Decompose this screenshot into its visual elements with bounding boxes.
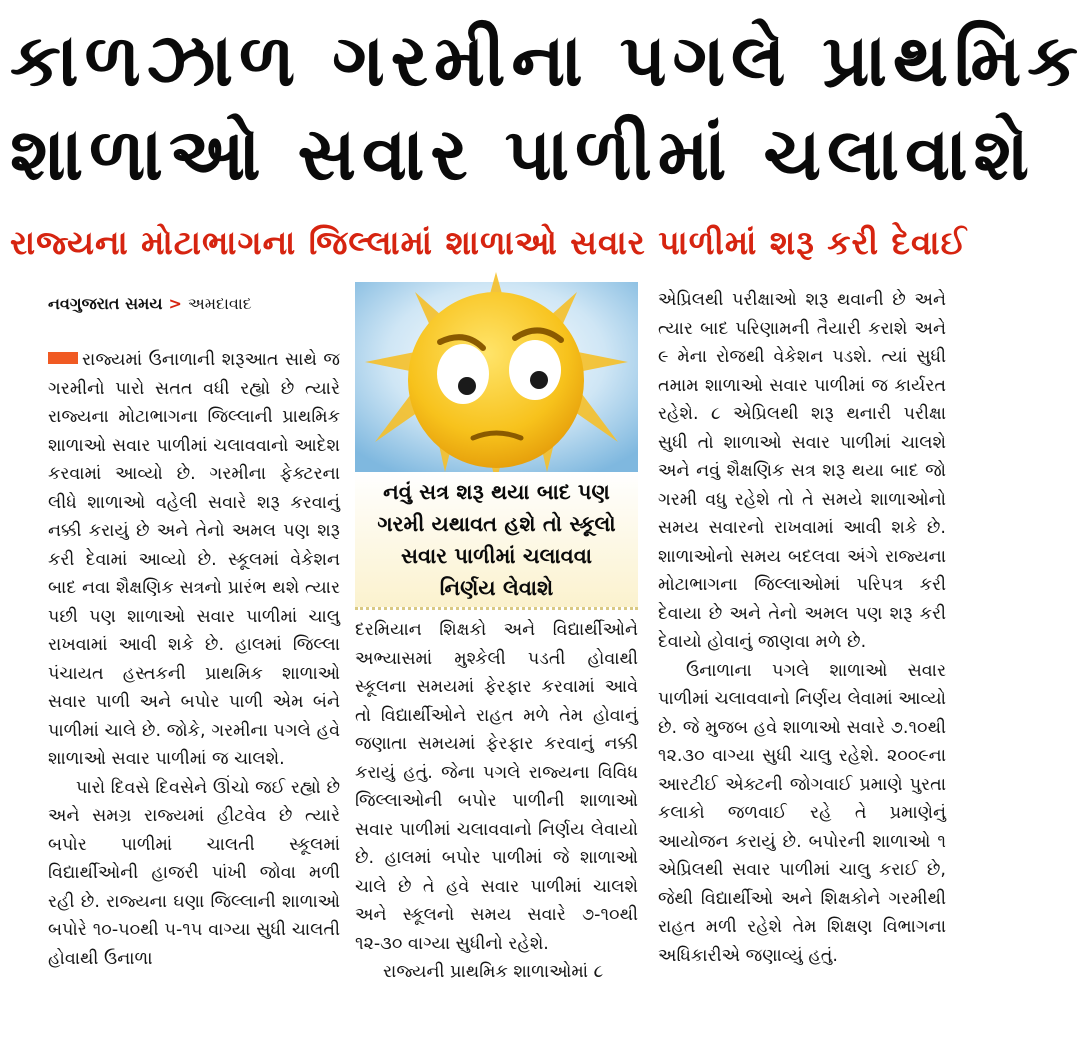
sun-illustration (355, 282, 638, 472)
byline-separator: > (168, 294, 182, 313)
article-paragraph: દરમિયાન શિક્ષકો અને વિદ્યાર્થીઓને અભ્યાસમાં મુશ્કેલી પડતી હોવાથી સ્કૂલના સમયમાં ફેરફાર કરવામાં આવે તો વિદ્યાર્થીઓને રાહત મળે તેમ હોવાનું જણાતા સમયમાં ફેરફાર કરવાનું નક્કી કરાયું હતું. જેના પગલે રાજ્યના વિવિધ જિલ્લાઓની બપોર પાળીની શાળાઓ સવાર પાળીમાં ચલાવવાનો નિર્ણય લેવાયો છે. હાલમાં બપોર પાળીમાં જે શાળાઓ ચાલે છે તે હવે સવાર પાળીમાં ચાલશે અને સ્કૂલનો સમય સવારે ૭-૧૦થી ૧૨-૩૦ વાગ્યા સુધીનો રહેશે. (355, 620, 638, 954)
byline-location: અમદાવાદ (187, 294, 252, 313)
headline-line-2: શાળાઓ સવાર પાળીમાં ચલાવાશે (10, 112, 1036, 196)
article-paragraph: રાજ્યની પ્રાથમિક શાળાઓમાં ૮ (383, 962, 604, 982)
pull-quote (355, 472, 638, 610)
angry-sun-icon (355, 282, 638, 472)
article-column-2 (355, 616, 638, 987)
byline (48, 292, 252, 316)
lead-marker-icon (48, 352, 78, 364)
article-paragraph (48, 346, 340, 774)
byline-source: નવગુજરાત સમય (48, 294, 163, 313)
article-column-3 (658, 286, 946, 970)
pull-quote-line: ગરમી યથાવત હશે તો સ્કૂલો (377, 512, 616, 536)
headline-line-1: કાળઝાળ ગરમીના પગલે પ્રાથમિક (10, 18, 1084, 102)
article-column-1 (48, 346, 340, 973)
paragraph-text: રાજ્યમાં ઉનાળાની શરૂઆત સાથે જ ગરમીનો પારો સતત વધી રહ્યો છે ત્યારે રાજ્યના મોટાભાગના જિલ્લાની પ્રાથમિક શાળાઓ સવાર પાળીમાં ચલાવવાનો આદેશ કરવામાં આવ્યો છે. ગરમીના ફેક્ટરના લીધે શાળાઓ વહેલી સવારે શરૂ કરવાનું નક્કી કરાયું છે અને તેનો અમલ પણ શરૂ કરી દેવામાં આવ્યો છે. સ્કૂલમાં વેકેશન બાદ નવા શૈક્ષણિક સત્રનો પ્રારંભ થશે ત્યાર પછી પણ શાળાઓ સવાર પાળીમાં ચાલુ રાખવામાં આવી શકે છે. હાલમાં જિલ્લા પંચાયત હસ્તકની પ્રાથમિક શાળાઓ સવાર પાળી અને બપોર પાળી એમ બંને પાળીમાં ચાલે છે. જોકે, ગરમીના પગલે હવે શાળાઓ સવાર પાળીમાં જ ચાલશે. (48, 350, 340, 769)
subheadline: રાજ્યના મોટાભાગના જિલ્લામાં શાળાઓ સવાર પાળીમાં શરૂ કરી દેવાઈ (10, 223, 968, 262)
article-paragraph: એપ્રિલથી પરીક્ષાઓ શરૂ થવાની છે અને ત્યાર બાદ પરિણામની તૈયારી કરાશે અને ૯ મેના રોજથી વેકેશન પડશે. ત્યાં સુધી તમામ શાળાઓ સવાર પાળીમાં જ કાર્યરત રહેશે. ૮ એપ્રિલથી શરૂ થનારી પરીક્ષા સુધી તો શાળાઓ સવાર પાળીમાં ચાલશે અને નવું શૈક્ષણિક સત્ર શરૂ થયા બાદ જો ગરમી વધુ રહેશે તો તે સમયે શાળાઓનો સમય સવારનો રાખવામાં આવી શકે છે. શાળાઓનો સમય બદલવા અંગે રાજ્યના મોટાભાગના જિલ્લાઓમાં પરિપત્ર કરી દેવાયા છે અને તેનો અમલ પણ શરૂ કરી દેવાયો હોવાનું જાણવા મળે છે. (658, 290, 946, 652)
article-paragraph: પારો દિવસે દિવસેને ઊંચો જઈ રહ્યો છે અને સમગ્ર રાજ્યમાં હીટવેવ છે ત્યારે બપોર પાળીમાં ચાલતી સ્કૂલમાં વિદ્યાર્થીઓની હાજરી પાંખી જોવા મળી રહી છે. રાજ્યના ઘણા જિલ્લાની શાળાઓ બપોરે ૧૦-૫૦થી ૫-૧૫ વાગ્યા સુધી ચાલતી હોવાથી ઉનાળા (48, 777, 340, 969)
pull-quote-line: સવાર પાળીમાં ચલાવવા (401, 544, 592, 568)
article-paragraph: ઉનાળાના પગલે શાળાઓ સવાર પાળીમાં ચલાવવાનો નિર્ણય લેવામાં આવ્યો છે. જે મુજબ હવે શાળાઓ સવારે ૭.૧૦થી ૧૨.૩૦ વાગ્યા સુધી ચાલુ રહેશે. ૨૦૦૯ના આરટીઈ એક્ટની જોગવાઈ પ્રમાણે પુરતા કલાકો જળવાઈ રહે તે પ્રમાણેનું આયોજન કરાયું છે. બપોરની શાળાઓ ૧ એપ્રિલથી સવાર પાળીમાં ચાલુ કરાઈ છે, જેથી વિદ્યાર્થીઓ અને શિક્ષકોને ગરમીથી રાહત મળી રહેશે તેમ શિક્ષણ વિભાગના અધિકારીએ જણાવ્યું હતું. (658, 660, 946, 966)
pull-quote-line: નિર્ણય લેવાશે (439, 576, 554, 600)
pull-quote-line: નવું સત્ર શરૂ થયા બાદ પણ (383, 480, 610, 504)
